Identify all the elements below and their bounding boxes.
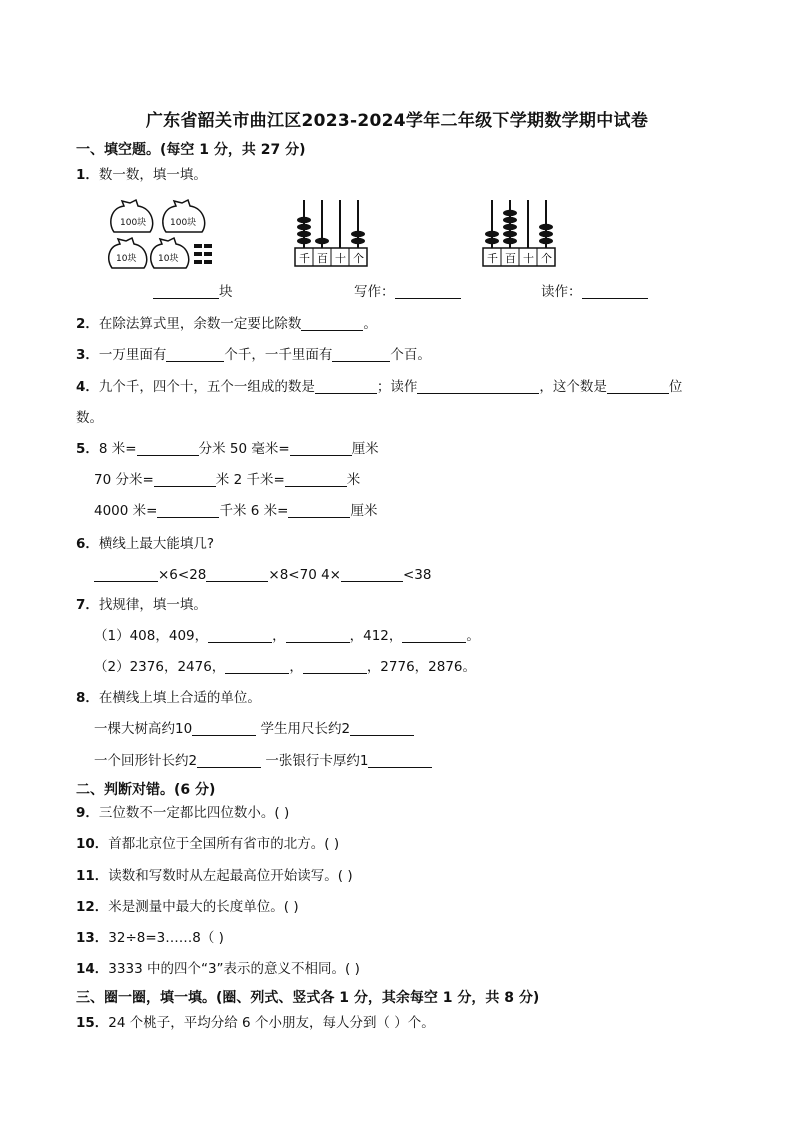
question-number: 6．: [76, 536, 99, 552]
place-label: 个: [353, 252, 364, 265]
question-text: 。: [363, 316, 377, 332]
question-text: ×6<28: [158, 567, 207, 583]
duzuo-label: 读作：: [541, 284, 582, 300]
q1-answer-row: [153, 283, 233, 301]
question-12: [76, 898, 299, 916]
answer-blank[interactable]: [94, 567, 158, 582]
question-text: 首都北京位于全国所有省市的北方。( ): [108, 836, 340, 852]
question-text: 一万里面有: [98, 347, 167, 363]
answer-blank[interactable]: [285, 472, 347, 487]
question-text: （1）408，409，: [94, 628, 209, 644]
answer-blank[interactable]: [341, 567, 403, 582]
answer-blank[interactable]: [301, 316, 363, 331]
answer-blank[interactable]: [206, 567, 268, 582]
question-text: 位: [668, 379, 683, 395]
answer-blank[interactable]: [582, 284, 648, 299]
answer-blank[interactable]: [197, 753, 261, 768]
abacus-figure-1: [292, 196, 370, 270]
question-text: ，412，: [349, 628, 403, 644]
question-number: 15．: [76, 1015, 109, 1031]
question-text: 厘米: [351, 441, 379, 457]
question-text: 九个千，四个十，五个一组成的数是: [98, 379, 315, 395]
answer-blank[interactable]: [192, 721, 256, 736]
abacus-figure-2: [480, 196, 560, 270]
question-8-row-1: [94, 720, 414, 738]
answer-blank[interactable]: [208, 628, 272, 643]
question-5-row-1: [76, 440, 379, 458]
question-6: [76, 535, 214, 553]
question-1: [76, 166, 207, 184]
bag-label: 100块: [170, 218, 197, 228]
question-text: 数一数，填一填。: [98, 167, 207, 183]
unit-label: 块: [219, 284, 233, 300]
question-7: [76, 596, 207, 614]
question-text: ，2776，2876。: [366, 659, 477, 675]
question-7-row-1: [94, 627, 480, 645]
question-14: [76, 960, 360, 978]
question-text: 读数和写数时从左起最高位开始读写。( ): [108, 868, 353, 884]
bag-label: 100块: [120, 218, 147, 228]
question-number: 2．: [76, 316, 99, 332]
question-4-cont: 数。: [76, 410, 103, 426]
place-label: 十: [523, 252, 534, 265]
xiezuo-label: 写作：: [354, 284, 395, 300]
place-label: 十: [335, 252, 346, 265]
answer-blank[interactable]: [350, 721, 414, 736]
question-text: 在除法算式里，余数一定要比除数: [98, 316, 302, 332]
answer-blank[interactable]: [166, 347, 224, 362]
question-2: [76, 315, 377, 333]
question-text: 厘米: [350, 503, 378, 519]
question-number: 10．: [76, 836, 109, 852]
question-text: ×8<70 4×: [268, 567, 341, 583]
question-text: 3333 中的四个“3”表示的意义不相同。( ): [108, 961, 360, 977]
question-text: 分米 50 毫米=: [198, 441, 290, 457]
question-number: 13．: [76, 930, 109, 946]
question-number: 14．: [76, 961, 109, 977]
question-text: 米: [346, 472, 361, 488]
question-15: [76, 1014, 435, 1032]
question-number: 9．: [76, 805, 99, 821]
question-4: [76, 378, 682, 396]
place-label: 个: [541, 252, 552, 265]
question-number: 4．: [76, 379, 99, 395]
question-text: ；读作: [376, 379, 418, 395]
bag-label: 10块: [116, 254, 137, 264]
bag-label: 10块: [158, 254, 179, 264]
question-text: 在横线上填上合适的单位。: [98, 690, 261, 706]
q1-xiezuo: [354, 283, 461, 301]
question-text: 4000 米=: [94, 503, 158, 519]
exam-title: 广东省韶关市曲江区2023-2024学年二年级下学期数学期中试卷: [145, 111, 649, 131]
question-number: 3．: [76, 347, 99, 363]
question-text: 横线上最大能填几?: [98, 536, 215, 552]
answer-blank[interactable]: [154, 472, 216, 487]
question-text: 一个回形针长约2: [94, 753, 198, 769]
question-text: 70 分米=: [94, 472, 154, 488]
question-13: [76, 929, 224, 947]
question-text: 学生用尺长约2: [256, 721, 351, 737]
question-number: 1．: [76, 167, 99, 183]
question-text: <38: [402, 567, 432, 583]
question-text: 一张银行卡厚约1: [261, 753, 369, 769]
answer-blank[interactable]: [288, 503, 350, 518]
question-text: 千米 6 米=: [219, 503, 289, 519]
question-number: 7．: [76, 597, 99, 613]
question-9: [76, 804, 289, 822]
question-3: [76, 346, 431, 364]
question-text: ，这个数是: [539, 379, 607, 395]
answer-blank[interactable]: [153, 284, 219, 299]
answer-blank[interactable]: [417, 379, 539, 394]
question-7-row-2: [94, 658, 476, 676]
answer-blank[interactable]: [607, 379, 669, 394]
question-10: [76, 835, 339, 853]
question-text: 8 米=: [98, 441, 137, 457]
answer-blank[interactable]: [286, 628, 350, 643]
question-5-row-2: [94, 471, 360, 489]
question-text: 24 个桃子，平均分给 6 个小朋友，每人分到（ ）个。: [108, 1015, 435, 1031]
section-2-heading: 二、判断对错。(6 分): [76, 782, 216, 798]
question-number: 11．: [76, 868, 109, 884]
question-text: 一棵大树高约10: [94, 721, 193, 737]
question-text: （2）2376，2476，: [94, 659, 226, 675]
answer-blank[interactable]: [303, 659, 367, 674]
question-text: 找规律，填一填。: [98, 597, 207, 613]
answer-blank[interactable]: [157, 503, 219, 518]
answer-blank[interactable]: [315, 379, 377, 394]
money-bags-figure: [106, 196, 218, 272]
question-5-row-3: [94, 502, 377, 520]
question-text: 个千，一千里面有: [224, 347, 333, 363]
section-3-heading: 三、圈一圈，填一填。(圈、列式、竖式各 1 分，其余每空 1 分，共 8 分): [76, 990, 540, 1006]
place-label: 千: [487, 252, 498, 265]
q1-duzuo: [541, 283, 648, 301]
section-1-heading: 一、填空题。(每空 1 分，共 27 分): [76, 142, 306, 158]
answer-blank[interactable]: [225, 659, 289, 674]
place-label: 千: [299, 252, 310, 265]
answer-blank[interactable]: [332, 347, 390, 362]
answer-blank[interactable]: [137, 441, 199, 456]
question-8-row-2: [94, 752, 432, 770]
question-text: 32÷8=3……8（ ): [108, 930, 224, 946]
question-6-row: [94, 566, 431, 584]
question-text: 个百。: [390, 347, 431, 363]
place-label: 百: [505, 252, 516, 265]
question-text: ，: [272, 628, 286, 644]
question-text: ，: [289, 659, 303, 675]
question-11: [76, 867, 353, 885]
place-label: 百: [317, 252, 328, 265]
answer-blank[interactable]: [290, 441, 352, 456]
question-number: 8．: [76, 690, 99, 706]
question-text: 米是测量中最大的长度单位。( ): [108, 899, 299, 915]
question-text: 三位数不一定都比四位数小。( ): [98, 805, 290, 821]
question-text: 。: [466, 628, 480, 644]
answer-blank[interactable]: [395, 284, 461, 299]
question-number: 5．: [76, 441, 99, 457]
question-number: 12．: [76, 899, 109, 915]
answer-blank[interactable]: [402, 628, 466, 643]
answer-blank[interactable]: [368, 753, 432, 768]
question-text: 米 2 千米=: [215, 472, 285, 488]
question-8: [76, 689, 261, 707]
